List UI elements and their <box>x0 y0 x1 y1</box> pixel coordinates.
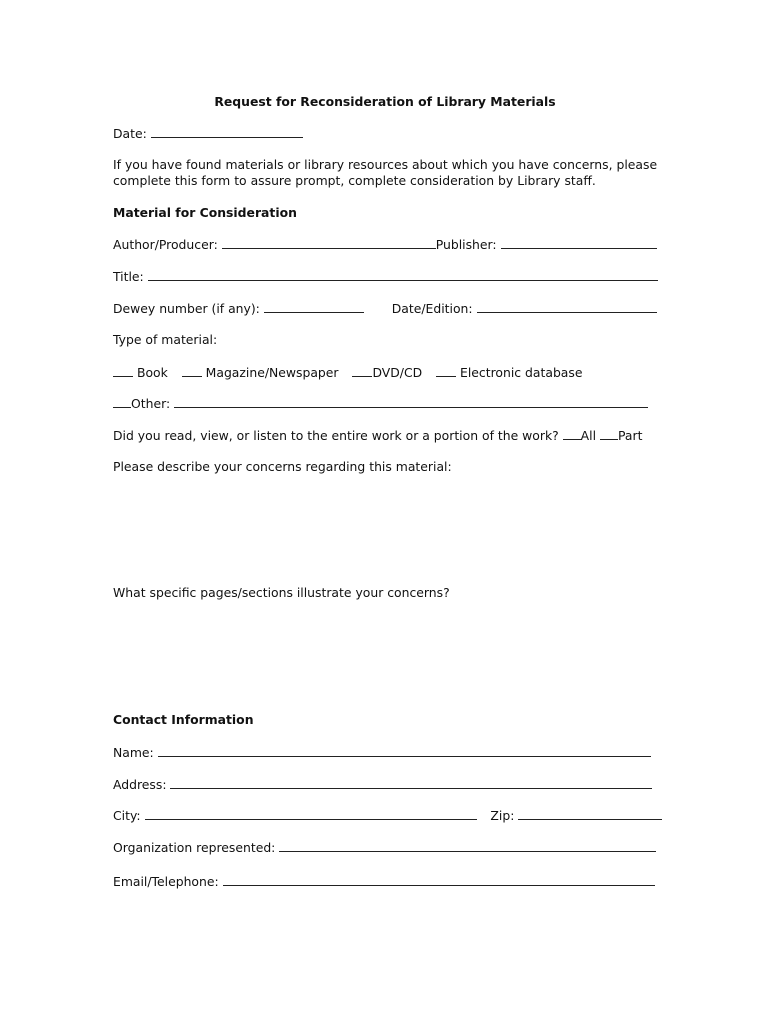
city-zip-row <box>113 807 662 824</box>
address-field[interactable] <box>170 776 652 789</box>
section-material-heading: Material for Consideration <box>113 205 297 220</box>
database-label: Electronic database <box>460 365 583 380</box>
other-label: Other: <box>131 396 171 411</box>
publisher-field[interactable] <box>501 236 657 249</box>
publisher-label: Publisher: <box>435 237 497 252</box>
read-question-row <box>113 427 642 444</box>
edition-label: Date/Edition: <box>391 301 473 316</box>
all-check[interactable] <box>563 427 581 440</box>
name-field[interactable] <box>158 744 651 757</box>
city-label: City: <box>113 808 141 823</box>
read-question-label: Did you read, view, or listen to the entire work or a portion of the work? <box>113 428 559 443</box>
organization-field[interactable] <box>279 839 656 852</box>
date-row <box>113 125 303 142</box>
author-publisher-row <box>113 236 657 253</box>
date-field[interactable] <box>151 125 303 138</box>
dvd-label: DVD/CD <box>372 365 423 380</box>
dewey-label: Dewey number (if any): <box>113 301 260 316</box>
edition-field[interactable] <box>477 300 657 313</box>
type-options-row <box>113 364 582 381</box>
type-label: Type of material: <box>113 332 218 347</box>
title-row <box>113 268 658 285</box>
concerns-label: Please describe your concerns regarding this material: <box>113 459 452 474</box>
magazine-label: Magazine/Newspaper <box>205 365 339 380</box>
all-label: All <box>580 428 597 443</box>
zip-field[interactable] <box>518 807 662 820</box>
other-check[interactable] <box>113 395 131 408</box>
book-label: Book <box>136 365 168 380</box>
address-label: Address: <box>113 777 167 792</box>
part-label: Part <box>618 428 643 443</box>
author-field[interactable] <box>222 236 436 249</box>
email-row <box>113 873 655 890</box>
name-row <box>113 744 651 761</box>
pages-label: What specific pages/sections illustrate your concerns? <box>113 585 450 600</box>
title-field[interactable] <box>148 268 658 281</box>
title-label: Title: <box>113 269 144 284</box>
organization-row <box>113 839 656 856</box>
date-label: Date: <box>113 126 147 141</box>
other-row <box>113 395 648 412</box>
book-check[interactable] <box>113 364 133 377</box>
intro-paragraph: If you have found materials or library resources about which you have concerns, please complete this form to assure prompt, complete consideration by Library staff. <box>113 157 658 188</box>
email-field[interactable] <box>223 873 655 886</box>
organization-label: Organization represented: <box>113 840 276 855</box>
page-title: Request for Reconsideration of Library Materials <box>214 94 556 109</box>
section-contact-heading: Contact Information <box>113 712 254 727</box>
name-label: Name: <box>113 745 154 760</box>
city-field[interactable] <box>145 807 477 820</box>
author-label: Author/Producer: <box>113 237 218 252</box>
dewey-edition-row <box>113 300 657 317</box>
dewey-field[interactable] <box>264 300 364 313</box>
part-check[interactable] <box>600 427 618 440</box>
magazine-check[interactable] <box>182 364 202 377</box>
address-row <box>113 776 652 793</box>
database-check[interactable] <box>436 364 456 377</box>
zip-label: Zip: <box>490 808 515 823</box>
dvd-check[interactable] <box>352 364 372 377</box>
other-field[interactable] <box>174 395 648 408</box>
email-label: Email/Telephone: <box>113 874 219 889</box>
